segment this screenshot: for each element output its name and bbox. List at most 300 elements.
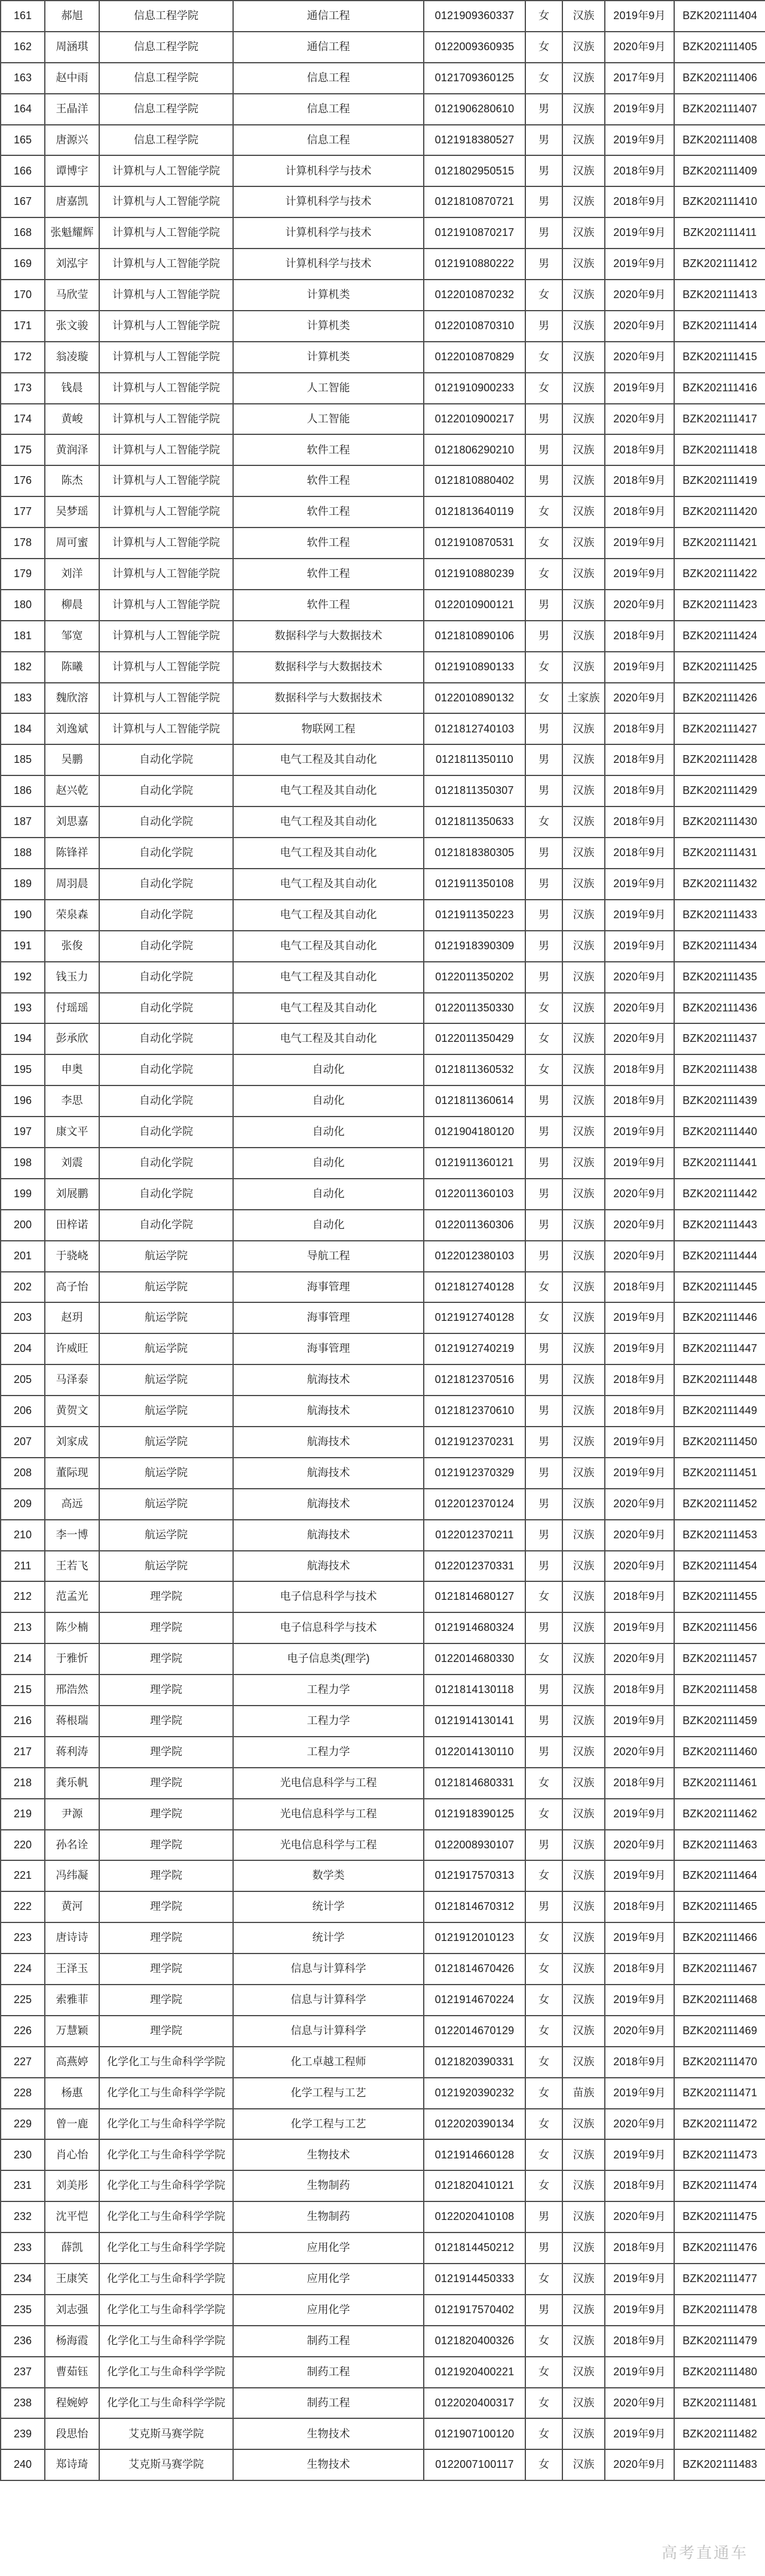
cell-ethnicity: 汉族	[562, 1364, 605, 1396]
cell-student_id: 0122010890132	[424, 683, 525, 714]
cell-enroll_date: 2018年9月	[605, 1272, 674, 1303]
cell-name: 李思	[45, 1085, 99, 1117]
cell-major: 应用化学	[233, 2232, 424, 2264]
cell-gender: 男	[525, 1737, 562, 1768]
cell-gender: 男	[525, 125, 562, 156]
cell-code: BZK202111440	[674, 1117, 765, 1148]
cell-no: 210	[1, 1520, 45, 1551]
table-row	[1, 806, 765, 838]
table-row	[1, 1210, 765, 1241]
cell-college: 计算机与人工智能学院	[99, 465, 233, 496]
cell-ethnicity: 汉族	[562, 186, 605, 217]
table-row	[1, 2418, 765, 2449]
table-row	[1, 1117, 765, 1148]
cell-student_id: 0121820410121	[424, 2170, 525, 2201]
cell-code: BZK202111453	[674, 1520, 765, 1551]
table-row	[1, 775, 765, 806]
cell-gender: 男	[525, 621, 562, 652]
cell-code: BZK202111458	[674, 1675, 765, 1706]
cell-enroll_date: 2019年9月	[605, 931, 674, 962]
table-row	[1, 931, 765, 962]
cell-ethnicity: 汉族	[562, 1333, 605, 1364]
cell-major: 人工智能	[233, 373, 424, 404]
cell-code: BZK202111470	[674, 2047, 765, 2078]
cell-no: 194	[1, 1023, 45, 1054]
cell-gender: 男	[525, 1148, 562, 1179]
cell-major: 应用化学	[233, 2295, 424, 2326]
cell-college: 理学院	[99, 1643, 233, 1675]
cell-name: 刘思嘉	[45, 806, 99, 838]
cell-gender: 女	[525, 1954, 562, 1985]
cell-major: 导航工程	[233, 1241, 424, 1272]
cell-college: 信息工程学院	[99, 94, 233, 125]
cell-name: 邹宽	[45, 621, 99, 652]
table-body	[1, 1, 765, 2480]
cell-enroll_date: 2019年9月	[605, 1117, 674, 1148]
cell-major: 数据科学与大数据技术	[233, 621, 424, 652]
cell-student_id: 0122011350330	[424, 993, 525, 1024]
cell-enroll_date: 2018年9月	[605, 621, 674, 652]
cell-no: 218	[1, 1768, 45, 1799]
table-row	[1, 1, 765, 32]
cell-gender: 女	[525, 280, 562, 311]
cell-enroll_date: 2019年9月	[605, 1799, 674, 1830]
table-row	[1, 683, 765, 714]
cell-enroll_date: 2019年9月	[605, 1, 674, 32]
cell-student_id: 0122011360103	[424, 1179, 525, 1210]
cell-gender: 女	[525, 342, 562, 373]
cell-college: 理学院	[99, 2016, 233, 2047]
cell-enroll_date: 2020年9月	[605, 1023, 674, 1054]
cell-enroll_date: 2018年9月	[605, 1085, 674, 1117]
cell-ethnicity: 汉族	[562, 404, 605, 435]
cell-ethnicity: 汉族	[562, 1954, 605, 1985]
cell-student_id: 0121909360337	[424, 1, 525, 32]
cell-college: 计算机与人工智能学院	[99, 434, 233, 465]
cell-no: 167	[1, 186, 45, 217]
cell-ethnicity: 汉族	[562, 806, 605, 838]
table-row	[1, 1520, 765, 1551]
cell-ethnicity: 汉族	[562, 2109, 605, 2140]
cell-code: BZK202111478	[674, 2295, 765, 2326]
cell-code: BZK202111424	[674, 621, 765, 652]
cell-college: 理学院	[99, 1706, 233, 1737]
table-row	[1, 1954, 765, 1985]
table-row	[1, 465, 765, 496]
cell-major: 电气工程及其自动化	[233, 806, 424, 838]
cell-major: 航海技术	[233, 1458, 424, 1489]
cell-enroll_date: 2019年9月	[605, 1706, 674, 1737]
cell-code: BZK202111463	[674, 1830, 765, 1861]
cell-major: 自动化	[233, 1179, 424, 1210]
cell-name: 周可蜜	[45, 528, 99, 559]
cell-no: 200	[1, 1210, 45, 1241]
cell-college: 理学院	[99, 1860, 233, 1891]
cell-college: 自动化学院	[99, 1054, 233, 1085]
cell-student_id: 0121910900233	[424, 373, 525, 404]
cell-ethnicity: 汉族	[562, 2357, 605, 2388]
cell-name: 翁凌璇	[45, 342, 99, 373]
table-row	[1, 1612, 765, 1643]
cell-enroll_date: 2020年9月	[605, 962, 674, 993]
cell-ethnicity: 汉族	[562, 1675, 605, 1706]
cell-gender: 女	[525, 63, 562, 94]
cell-gender: 女	[525, 1799, 562, 1830]
cell-college: 计算机与人工智能学院	[99, 590, 233, 621]
cell-ethnicity: 汉族	[562, 2139, 605, 2170]
cell-enroll_date: 2019年9月	[605, 2078, 674, 2109]
cell-college: 信息工程学院	[99, 32, 233, 63]
cell-name: 赵玥	[45, 1302, 99, 1333]
cell-enroll_date: 2019年9月	[605, 1985, 674, 2016]
cell-name: 张魁耀辉	[45, 217, 99, 249]
cell-gender: 女	[525, 373, 562, 404]
cell-name: 于骁峣	[45, 1241, 99, 1272]
cell-code: BZK202111441	[674, 1148, 765, 1179]
cell-student_id: 0121914670224	[424, 1985, 525, 2016]
cell-code: BZK202111483	[674, 2449, 765, 2480]
cell-student_id: 0121814680331	[424, 1768, 525, 1799]
cell-student_id: 0122010900121	[424, 590, 525, 621]
cell-gender: 男	[525, 249, 562, 280]
cell-major: 化工卓越工程师	[233, 2047, 424, 2078]
cell-student_id: 0122011350202	[424, 962, 525, 993]
cell-ethnicity: 汉族	[562, 496, 605, 528]
cell-college: 计算机与人工智能学院	[99, 249, 233, 280]
cell-name: 曾一鹿	[45, 2109, 99, 2140]
table-row	[1, 590, 765, 621]
cell-student_id: 0122012370211	[424, 1520, 525, 1551]
cell-student_id: 0121802950515	[424, 155, 525, 186]
cell-no: 239	[1, 2418, 45, 2449]
cell-code: BZK202111457	[674, 1643, 765, 1675]
cell-gender: 男	[525, 1551, 562, 1582]
cell-name: 康文平	[45, 1117, 99, 1148]
cell-major: 统计学	[233, 1922, 424, 1954]
cell-no: 170	[1, 280, 45, 311]
cell-ethnicity: 汉族	[562, 652, 605, 683]
cell-enroll_date: 2018年9月	[605, 1396, 674, 1427]
cell-major: 计算机类	[233, 342, 424, 373]
table-row	[1, 2232, 765, 2264]
cell-college: 理学院	[99, 1737, 233, 1768]
cell-enroll_date: 2020年9月	[605, 1737, 674, 1768]
table-row	[1, 496, 765, 528]
cell-gender: 女	[525, 2388, 562, 2419]
cell-gender: 女	[525, 2264, 562, 2295]
table-row	[1, 744, 765, 775]
cell-ethnicity: 汉族	[562, 217, 605, 249]
cell-enroll_date: 2020年9月	[605, 1210, 674, 1241]
cell-gender: 男	[525, 1706, 562, 1737]
cell-no: 233	[1, 2232, 45, 2264]
cell-student_id: 0121814670426	[424, 1954, 525, 1985]
table-row	[1, 373, 765, 404]
cell-ethnicity: 汉族	[562, 2418, 605, 2449]
cell-ethnicity: 汉族	[562, 744, 605, 775]
cell-name: 索雅菲	[45, 1985, 99, 2016]
cell-enroll_date: 2020年9月	[605, 1179, 674, 1210]
cell-college: 自动化学院	[99, 1023, 233, 1054]
cell-student_id: 0122012380103	[424, 1241, 525, 1272]
cell-student_id: 0122008930107	[424, 1830, 525, 1861]
cell-major: 电气工程及其自动化	[233, 931, 424, 962]
cell-enroll_date: 2019年9月	[605, 125, 674, 156]
cell-enroll_date: 2018年9月	[605, 1954, 674, 1985]
cell-code: BZK202111428	[674, 744, 765, 775]
cell-no: 205	[1, 1364, 45, 1396]
table-row	[1, 1023, 765, 1054]
cell-name: 范孟光	[45, 1581, 99, 1612]
cell-ethnicity: 汉族	[562, 2295, 605, 2326]
watermark-text: 高考直通车	[661, 2544, 748, 2562]
cell-no: 178	[1, 528, 45, 559]
cell-major: 电气工程及其自动化	[233, 900, 424, 931]
cell-gender: 女	[525, 1054, 562, 1085]
cell-student_id: 0121917570313	[424, 1860, 525, 1891]
cell-no: 223	[1, 1922, 45, 1954]
cell-name: 程婉婷	[45, 2388, 99, 2419]
cell-student_id: 0122014670129	[424, 2016, 525, 2047]
table-row	[1, 1489, 765, 1520]
cell-student_id: 0121911360121	[424, 1148, 525, 1179]
cell-major: 制药工程	[233, 2357, 424, 2388]
cell-major: 光电信息科学与工程	[233, 1768, 424, 1799]
cell-name: 钱玉力	[45, 962, 99, 993]
cell-college: 航运学院	[99, 1241, 233, 1272]
cell-name: 刘展鹏	[45, 1179, 99, 1210]
table-row	[1, 900, 765, 931]
cell-gender: 男	[525, 1489, 562, 1520]
cell-student_id: 0121814450212	[424, 2232, 525, 2264]
cell-enroll_date: 2018年9月	[605, 744, 674, 775]
cell-college: 航运学院	[99, 1302, 233, 1333]
cell-college: 信息工程学院	[99, 63, 233, 94]
cell-name: 肖心怡	[45, 2139, 99, 2170]
cell-gender: 女	[525, 2078, 562, 2109]
cell-name: 王若飞	[45, 1551, 99, 1582]
cell-no: 174	[1, 404, 45, 435]
cell-college: 计算机与人工智能学院	[99, 496, 233, 528]
cell-college: 化学化工与生命科学学院	[99, 2139, 233, 2170]
cell-ethnicity: 汉族	[562, 1551, 605, 1582]
cell-no: 183	[1, 683, 45, 714]
cell-ethnicity: 汉族	[562, 2326, 605, 2357]
cell-major: 光电信息科学与工程	[233, 1799, 424, 1830]
cell-code: BZK202111431	[674, 838, 765, 869]
cell-major: 信息工程	[233, 63, 424, 94]
cell-gender: 女	[525, 1860, 562, 1891]
cell-college: 理学院	[99, 1922, 233, 1954]
cell-gender: 男	[525, 775, 562, 806]
cell-college: 计算机与人工智能学院	[99, 528, 233, 559]
cell-enroll_date: 2020年9月	[605, 2388, 674, 2419]
cell-name: 柳晨	[45, 590, 99, 621]
cell-code: BZK202111459	[674, 1706, 765, 1737]
cell-major: 生物技术	[233, 2449, 424, 2480]
cell-code: BZK202111481	[674, 2388, 765, 2419]
cell-name: 王晶洋	[45, 94, 99, 125]
table-row	[1, 2047, 765, 2078]
cell-student_id: 0121810870721	[424, 186, 525, 217]
cell-major: 计算机科学与技术	[233, 155, 424, 186]
cell-student_id: 0121813640119	[424, 496, 525, 528]
cell-ethnicity: 土家族	[562, 683, 605, 714]
cell-name: 唐诗诗	[45, 1922, 99, 1954]
cell-code: BZK202111439	[674, 1085, 765, 1117]
cell-student_id: 0121912740128	[424, 1302, 525, 1333]
cell-code: BZK202111407	[674, 94, 765, 125]
cell-enroll_date: 2019年9月	[605, 249, 674, 280]
cell-gender: 男	[525, 1117, 562, 1148]
cell-student_id: 0121910870531	[424, 528, 525, 559]
table-row	[1, 559, 765, 590]
cell-gender: 男	[525, 1333, 562, 1364]
cell-code: BZK202111454	[674, 1551, 765, 1582]
cell-ethnicity: 汉族	[562, 1210, 605, 1241]
cell-major: 化学工程与工艺	[233, 2109, 424, 2140]
cell-college: 信息工程学院	[99, 1, 233, 32]
cell-gender: 男	[525, 1675, 562, 1706]
cell-ethnicity: 汉族	[562, 1458, 605, 1489]
cell-enroll_date: 2018年9月	[605, 1768, 674, 1799]
cell-no: 169	[1, 249, 45, 280]
cell-gender: 男	[525, 186, 562, 217]
cell-no: 201	[1, 1241, 45, 1272]
cell-enroll_date: 2017年9月	[605, 63, 674, 94]
cell-enroll_date: 2018年9月	[605, 838, 674, 869]
cell-no: 192	[1, 962, 45, 993]
cell-gender: 男	[525, 869, 562, 900]
cell-college: 艾克斯马赛学院	[99, 2418, 233, 2449]
cell-no: 166	[1, 155, 45, 186]
cell-enroll_date: 2019年9月	[605, 900, 674, 931]
cell-gender: 女	[525, 1768, 562, 1799]
cell-name: 蒋利涛	[45, 1737, 99, 1768]
cell-name: 于雅忻	[45, 1643, 99, 1675]
cell-college: 理学院	[99, 1985, 233, 2016]
cell-college: 自动化学院	[99, 1117, 233, 1148]
cell-major: 航海技术	[233, 1551, 424, 1582]
cell-code: BZK202111450	[674, 1427, 765, 1458]
cell-college: 计算机与人工智能学院	[99, 217, 233, 249]
cell-code: BZK202111461	[674, 1768, 765, 1799]
cell-student_id: 0121814680127	[424, 1581, 525, 1612]
cell-enroll_date: 2020年9月	[605, 1551, 674, 1582]
cell-major: 人工智能	[233, 404, 424, 435]
table-row	[1, 1396, 765, 1427]
cell-college: 计算机与人工智能学院	[99, 652, 233, 683]
cell-major: 信息与计算科学	[233, 2016, 424, 2047]
cell-college: 航运学院	[99, 1396, 233, 1427]
cell-enroll_date: 2018年9月	[605, 1891, 674, 1922]
cell-gender: 男	[525, 311, 562, 342]
cell-no: 215	[1, 1675, 45, 1706]
cell-gender: 男	[525, 2295, 562, 2326]
table-row	[1, 2264, 765, 2295]
cell-ethnicity: 汉族	[562, 94, 605, 125]
cell-gender: 男	[525, 838, 562, 869]
table-row	[1, 528, 765, 559]
cell-enroll_date: 2018年9月	[605, 496, 674, 528]
cell-no: 198	[1, 1148, 45, 1179]
cell-ethnicity: 汉族	[562, 1581, 605, 1612]
cell-enroll_date: 2019年9月	[605, 652, 674, 683]
cell-college: 计算机与人工智能学院	[99, 559, 233, 590]
table-row	[1, 1581, 765, 1612]
cell-enroll_date: 2019年9月	[605, 1922, 674, 1954]
cell-enroll_date: 2018年9月	[605, 186, 674, 217]
cell-code: BZK202111408	[674, 125, 765, 156]
cell-no: 232	[1, 2201, 45, 2232]
cell-major: 计算机科学与技术	[233, 217, 424, 249]
cell-name: 刘泓宇	[45, 249, 99, 280]
cell-ethnicity: 汉族	[562, 1737, 605, 1768]
cell-gender: 女	[525, 528, 562, 559]
cell-ethnicity: 汉族	[562, 590, 605, 621]
cell-gender: 男	[525, 1458, 562, 1489]
cell-ethnicity: 汉族	[562, 1148, 605, 1179]
cell-college: 航运学院	[99, 1427, 233, 1458]
cell-code: BZK202111466	[674, 1922, 765, 1954]
table-row	[1, 2357, 765, 2388]
cell-student_id: 0121914680324	[424, 1612, 525, 1643]
cell-name: 张文骏	[45, 311, 99, 342]
cell-major: 电子信息科学与技术	[233, 1581, 424, 1612]
cell-name: 陈锋祥	[45, 838, 99, 869]
cell-college: 自动化学院	[99, 962, 233, 993]
table-row	[1, 434, 765, 465]
cell-no: 163	[1, 63, 45, 94]
cell-major: 信息工程	[233, 94, 424, 125]
cell-no: 209	[1, 1489, 45, 1520]
cell-student_id: 0121812370610	[424, 1396, 525, 1427]
cell-name: 马泽泰	[45, 1364, 99, 1396]
cell-major: 制药工程	[233, 2326, 424, 2357]
cell-code: BZK202111479	[674, 2326, 765, 2357]
cell-code: BZK202111416	[674, 373, 765, 404]
cell-college: 化学化工与生命科学学院	[99, 2109, 233, 2140]
cell-code: BZK202111474	[674, 2170, 765, 2201]
cell-code: BZK202111415	[674, 342, 765, 373]
cell-code: BZK202111473	[674, 2139, 765, 2170]
cell-no: 177	[1, 496, 45, 528]
table-row	[1, 2016, 765, 2047]
cell-no: 227	[1, 2047, 45, 2078]
cell-name: 薛凯	[45, 2232, 99, 2264]
cell-college: 化学化工与生命科学学院	[99, 2264, 233, 2295]
cell-enroll_date: 2020年9月	[605, 1830, 674, 1861]
cell-major: 工程力学	[233, 1737, 424, 1768]
cell-enroll_date: 2020年9月	[605, 342, 674, 373]
cell-no: 217	[1, 1737, 45, 1768]
cell-ethnicity: 汉族	[562, 869, 605, 900]
cell-gender: 男	[525, 1891, 562, 1922]
table-row	[1, 94, 765, 125]
table-row	[1, 2326, 765, 2357]
cell-no: 230	[1, 2139, 45, 2170]
cell-ethnicity: 汉族	[562, 2232, 605, 2264]
cell-major: 海事管理	[233, 1272, 424, 1303]
cell-name: 段思怡	[45, 2418, 99, 2449]
cell-name: 赵兴乾	[45, 775, 99, 806]
cell-name: 陈杰	[45, 465, 99, 496]
cell-ethnicity: 汉族	[562, 931, 605, 962]
table-row	[1, 2109, 765, 2140]
cell-major: 生物制药	[233, 2170, 424, 2201]
cell-student_id: 0121911350223	[424, 900, 525, 931]
cell-code: BZK202111419	[674, 465, 765, 496]
